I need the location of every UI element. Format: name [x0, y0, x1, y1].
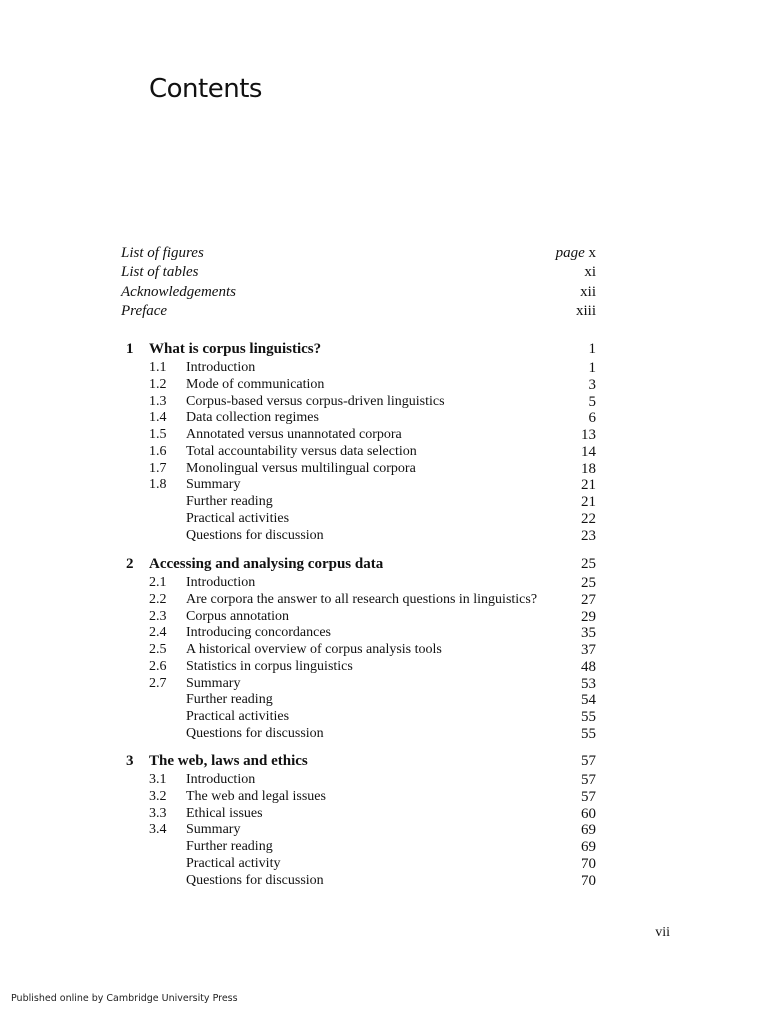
page-value: xii — [580, 284, 596, 300]
section-page: 69 — [581, 822, 596, 839]
section-title: Introducing concordances — [186, 625, 331, 641]
section-number: 1.7 — [149, 460, 167, 476]
section-entry — [0, 476, 768, 494]
section-number: 2.2 — [149, 591, 167, 607]
section-number: 2.1 — [149, 575, 167, 590]
section-entry — [0, 608, 768, 626]
section-page: 35 — [581, 625, 596, 642]
section-page: 21 — [581, 494, 596, 510]
section-title: Practical activities — [186, 510, 290, 526]
section-number: 3.2 — [149, 788, 167, 804]
section-title: Further reading — [186, 839, 273, 854]
section-page: 70 — [581, 855, 596, 872]
section-entry — [0, 821, 768, 839]
section-title: Introduction — [186, 772, 256, 787]
section-title: Introduction — [186, 360, 256, 375]
section-number: 3.1 — [149, 772, 167, 787]
section-entry — [0, 409, 768, 427]
section-page: 14 — [581, 443, 596, 460]
section-title: Ethical issues — [186, 805, 263, 821]
section-page: 22 — [581, 510, 596, 527]
section-entry — [0, 805, 768, 823]
section-page: 21 — [581, 477, 596, 494]
section-entry — [0, 591, 768, 609]
section-number: 1.5 — [149, 427, 167, 442]
chapter-entry — [0, 752, 768, 770]
front-matter-entry — [0, 302, 768, 320]
section-number: 2.3 — [149, 608, 167, 624]
section-entry — [0, 426, 768, 444]
front-matter-entry — [0, 283, 768, 301]
section-title: Annotated versus unannotated corpora — [186, 427, 402, 442]
section-page: 13 — [581, 427, 596, 443]
section-title: Further reading — [186, 494, 273, 509]
page-value: xiii — [575, 303, 596, 319]
section-title: Questions for discussion — [186, 725, 324, 741]
section-page: 53 — [581, 675, 596, 692]
section-title: Introduction — [186, 575, 256, 590]
section-entry — [0, 624, 768, 642]
section-page: 55 — [581, 709, 596, 725]
section-entry — [0, 872, 768, 890]
section-number: 1.3 — [149, 393, 167, 409]
entry-page — [556, 244, 596, 262]
section-page: 3 — [588, 376, 596, 393]
section-number: 1.6 — [149, 443, 167, 459]
section-page: 70 — [581, 872, 596, 889]
section-number: 1.4 — [149, 410, 167, 426]
entry-page — [584, 263, 596, 281]
section-entry — [0, 788, 768, 806]
section-number: 1.2 — [149, 376, 167, 392]
entry-title: List of tables — [121, 264, 199, 280]
section-title: Are corpora the answer to all research questions in linguistics? — [186, 591, 538, 607]
section-title: Further reading — [186, 692, 273, 708]
section-entry — [0, 675, 768, 693]
section-title: A historical overview of corpus analysis tools — [186, 642, 442, 657]
section-page: 25 — [581, 575, 596, 591]
section-entry — [0, 574, 768, 592]
section-entry — [0, 771, 768, 789]
entry-title: Acknowledgements — [121, 284, 236, 300]
page-value: x — [588, 245, 596, 261]
section-number: 2.5 — [149, 642, 167, 657]
section-entry — [0, 527, 768, 545]
chapter-page: 1 — [588, 341, 596, 357]
section-title: Corpus-based versus corpus-driven linguistics — [186, 393, 445, 409]
section-entry — [0, 708, 768, 726]
section-number: 2.4 — [149, 625, 167, 641]
publisher-footer: Published online by Cambridge University Press — [11, 993, 238, 1004]
chapter-title: Accessing and analysing corpus data — [149, 556, 384, 572]
section-page: 27 — [581, 591, 596, 608]
front-matter-entry — [0, 244, 768, 262]
page-prefix: page — [555, 245, 585, 261]
section-number: 3.3 — [149, 805, 167, 821]
section-entry — [0, 443, 768, 461]
section-page: 57 — [581, 772, 596, 788]
section-entry — [0, 838, 768, 856]
section-entry — [0, 493, 768, 511]
front-matter-entry — [0, 263, 768, 281]
section-entry — [0, 641, 768, 659]
page-title: Contents — [149, 74, 262, 104]
entry-page — [576, 302, 596, 320]
section-title: Monolingual versus multilingual corpora — [186, 460, 416, 476]
section-title: Summary — [186, 822, 241, 838]
section-title: Mode of communication — [186, 376, 325, 392]
section-entry — [0, 359, 768, 377]
section-title: Corpus annotation — [186, 608, 290, 624]
section-entry — [0, 376, 768, 394]
section-entry — [0, 855, 768, 873]
section-title: Practical activity — [186, 855, 281, 871]
entry-title: List of figures — [121, 245, 204, 261]
section-page: 37 — [581, 642, 596, 658]
section-title: Statistics in corpus linguistics — [186, 658, 353, 674]
section-title: Summary — [186, 675, 241, 691]
section-page: 6 — [588, 410, 596, 427]
section-entry — [0, 658, 768, 676]
chapter-number: 2 — [126, 556, 134, 572]
entry-title: Preface — [121, 303, 168, 319]
section-page: 18 — [581, 460, 596, 477]
chapter-number: 1 — [126, 341, 134, 357]
chapter-entry — [0, 555, 768, 573]
chapter-entry — [0, 340, 768, 358]
section-number: 1.1 — [149, 360, 167, 375]
section-title: Questions for discussion — [186, 872, 324, 888]
section-title: Practical activities — [186, 709, 290, 724]
section-page: 60 — [581, 805, 596, 822]
section-title: Questions for discussion — [186, 527, 324, 543]
chapter-title: The web, laws and ethics — [149, 753, 308, 769]
section-title: The web and legal issues — [186, 788, 326, 804]
chapter-title: What is corpus linguistics? — [149, 341, 322, 357]
section-title: Total accountability versus data selection — [186, 443, 417, 459]
section-page: 48 — [581, 658, 596, 675]
chapter-page: 25 — [581, 556, 596, 572]
section-page: 5 — [588, 393, 596, 410]
section-number: 2.6 — [149, 658, 167, 674]
section-page: 69 — [581, 839, 596, 855]
section-number: 2.7 — [149, 675, 167, 691]
chapter-page: 57 — [581, 753, 596, 769]
section-number: 3.4 — [149, 822, 167, 838]
section-page: 1 — [588, 360, 596, 376]
section-title: Data collection regimes — [186, 410, 319, 426]
section-entry — [0, 393, 768, 411]
section-number: 1.8 — [149, 477, 167, 493]
page-number: vii — [655, 925, 670, 940]
section-page: 23 — [581, 527, 596, 544]
section-page: 54 — [581, 692, 596, 709]
chapter-number: 3 — [126, 753, 134, 769]
section-entry — [0, 510, 768, 528]
section-page: 29 — [581, 608, 596, 625]
page-value: xi — [584, 264, 596, 280]
section-entry — [0, 691, 768, 709]
section-entry — [0, 725, 768, 743]
entry-page — [580, 283, 596, 301]
section-page: 55 — [581, 725, 596, 742]
section-title: Summary — [186, 477, 241, 493]
section-entry — [0, 460, 768, 478]
section-page: 57 — [581, 788, 596, 805]
